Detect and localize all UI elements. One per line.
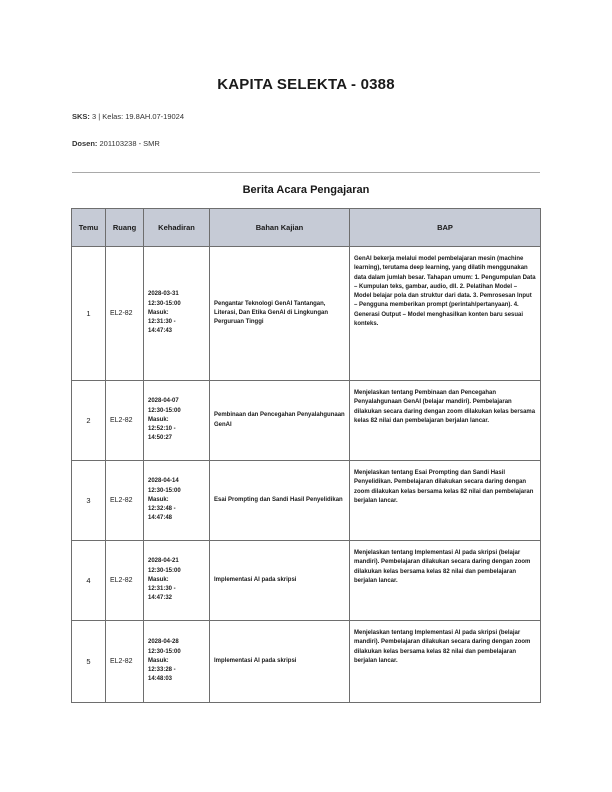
cell-bap: GenAI bekerja melalui model pembelajaran mesin (machine learning), terutama deep learning, yang dilatih menggunakan data dalam jumlah besar. Tahapan umum: 1. Pengumpulan Data – Kumpulan teks, gambar, audio, dll. 2. Pelatihan Model – Model belajar pola dan struktur dari data. 3. Pemrosesan Input – Pengguna memberikan prompt (perintah/pertanyaan). 4. Generasi Output – Model menghasilkan konten baru sesuai konteks. [350,247,541,381]
table-row [72,461,541,541]
cell-bap: Menjelaskan tentang Esai Prompting dan Sandi Hasil Penyelidikan. Pembelajaran dilakukan secara daring dengan zoom dilakukan kelas bersama kelas 82 nilai dan pembelajaran berjalan lancar. [350,461,541,541]
col-header-ruang: Ruang [106,209,144,247]
cell-temu: 4 [72,541,106,621]
attendance-schedule: 12:30-15:00 [148,487,181,494]
sks-label: SKS: [72,112,90,121]
header-divider [72,172,540,173]
cell-kehadiran [144,621,210,703]
table-row [72,621,541,703]
cell-bahan-kajian: Pengantar Teknologi GenAI Tantangan, Literasi, Dan Etika GenAI di Lingkungan Perguruan Tinggi [210,247,350,381]
attendance-time-out: 14:47:48 [148,515,173,522]
cell-bap: Menjelaskan tentang Implementasi AI pada skripsi (belajar mandiri). Pembelajaran dilakukan secara daring dengan zoom dilakukan kelas bersama kelas 82 nilai dan pembelajaran berjalan lancar. [350,621,541,703]
cell-ruang: EL2-82 [106,381,144,461]
cell-temu: 1 [72,247,106,381]
attendance-date: 2028-04-21 [148,558,179,565]
cell-bahan-kajian: Pembinaan dan Pencegahan Penyalahgunaan GenAI [210,381,350,461]
attendance-time-out: 14:50:27 [148,435,173,442]
cell-bahan-kajian: Implementasi AI pada skripsi [210,541,350,621]
section-title: Berita Acara Pengajaran [242,184,370,196]
table-row [72,381,541,461]
attendance-schedule: 12:30-15:00 [148,567,181,574]
attendance-masuk-label: Masuk: [148,496,169,503]
attendance-masuk-label: Masuk: [148,657,169,664]
attendance-time-out: 14:48:03 [148,676,173,683]
attendance-date: 2028-04-07 [148,398,179,405]
col-header-kehadiran: Kehadiran [144,209,210,247]
attendance-date: 2028-03-31 [148,291,179,298]
attendance-time-in: 12:52:10 - [148,426,176,433]
dosen-value: 201103238 - SMR [99,139,160,148]
attendance-time-out: 14:47:32 [148,595,173,602]
table-row [72,541,541,621]
cell-kehadiran [144,461,210,541]
attendance-date: 2028-04-14 [148,478,179,485]
cell-bahan-kajian: Esai Prompting dan Sandi Hasil Penyelidikan [210,461,350,541]
attendance-masuk-label: Masuk: [148,309,169,316]
dosen-line [72,139,160,148]
attendance-schedule: 12:30-15:00 [148,300,181,307]
cell-ruang: EL2-82 [106,247,144,381]
page-title: KAPITA SELEKTA - 0388 [217,76,395,93]
cell-kehadiran [144,541,210,621]
cell-bahan-kajian: Implementasi AI pada skripsi [210,621,350,703]
sks-kelas-value: 3 | Kelas: 19.8AH.07-19024 [92,112,185,121]
attendance-time-out: 14:47:43 [148,328,173,335]
cell-bap: Menjelaskan tentang Pembinaan dan Pencegahan Penyalahgunaan GenAI (belajar mandiri). Pembelajaran dilakukan secara daring dengan zoom dilakukan kelas bersama kelas 82 nilai dan pembelajaran berjalan lancar. [350,381,541,461]
attendance-time-in: 12:31:30 - [148,319,176,326]
cell-kehadiran [144,381,210,461]
attendance-time-in: 12:33:28 - [148,667,176,674]
teaching-record-table [71,208,541,703]
cell-ruang: EL2-82 [106,461,144,541]
cell-temu: 3 [72,461,106,541]
cell-temu: 5 [72,621,106,703]
col-header-bap: BAP [350,209,541,247]
attendance-masuk-label: Masuk: [148,576,169,583]
table-header-row [72,209,541,247]
attendance-masuk-label: Masuk: [148,416,169,423]
cell-bap: Menjelaskan tentang Implementasi AI pada skripsi (belajar mandiri). Pembelajaran dilakukan secara daring dengan zoom dilakukan kelas bersama kelas 82 nilai dan pembelajaran berjalan lancar. [350,541,541,621]
attendance-schedule: 12:30-15:00 [148,407,181,414]
cell-ruang: EL2-82 [106,541,144,621]
col-header-temu: Temu [72,209,106,247]
attendance-date: 2028-04-28 [148,639,179,646]
cell-temu: 2 [72,381,106,461]
sks-kelas-line [72,112,184,121]
cell-ruang: EL2-82 [106,621,144,703]
cell-kehadiran [144,247,210,381]
table-row [72,247,541,381]
attendance-time-in: 12:32:48 - [148,506,176,513]
col-header-bahan-kajian: Bahan Kajian [210,209,350,247]
dosen-label: Dosen: [72,139,98,148]
attendance-time-in: 12:31:30 - [148,586,176,593]
attendance-schedule: 12:30-15:00 [148,648,181,655]
